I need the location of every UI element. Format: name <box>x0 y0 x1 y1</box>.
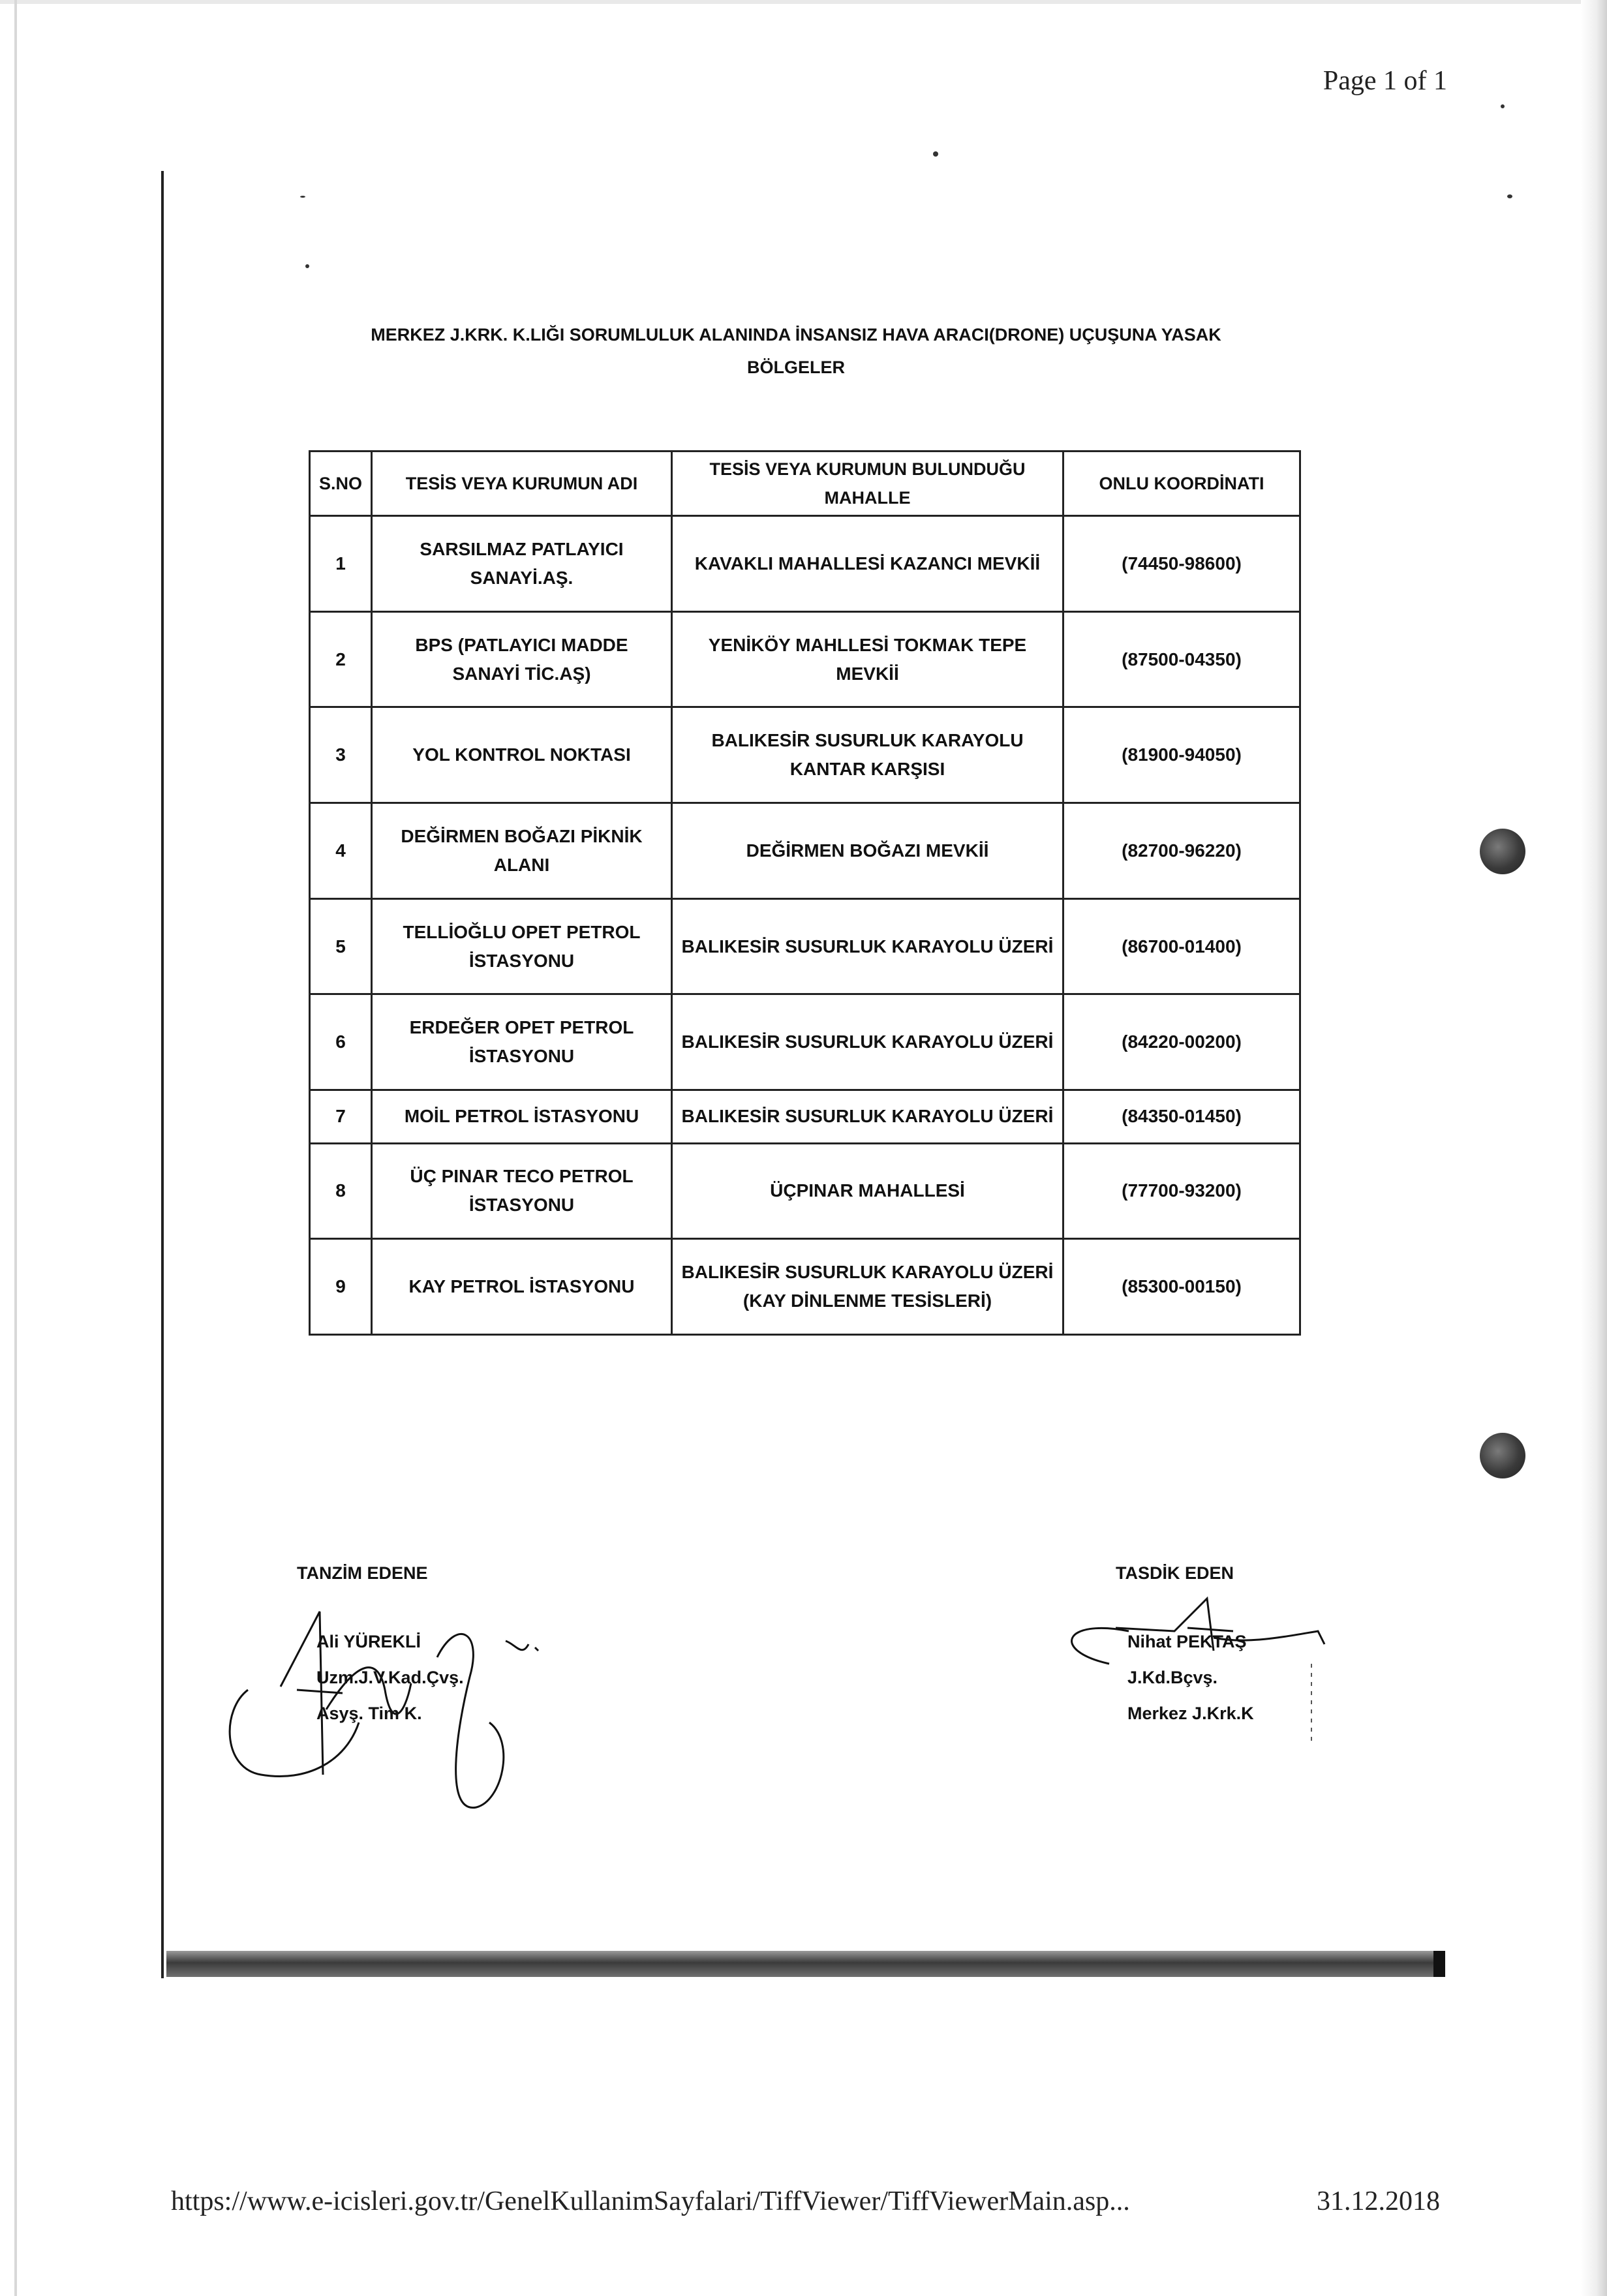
row-name: YOL KONTROL NOKTASI <box>372 707 672 803</box>
row-name: BPS (PATLAYICI MADDE SANAYİ TİC.AŞ) <box>372 611 672 707</box>
row-coordinate: (86700-01400) <box>1064 898 1300 994</box>
signature-left-name: Ali YÜREKLİ <box>316 1632 421 1651</box>
table-row <box>310 707 1300 803</box>
row-coordinate: (87500-04350) <box>1064 611 1300 707</box>
signature-left-title: TANZİM EDENE <box>297 1563 428 1583</box>
row-no: 4 <box>310 803 372 899</box>
table-header-row <box>310 452 1300 516</box>
scan-speck <box>1501 104 1505 108</box>
scan-bottom-bar <box>166 1951 1445 1977</box>
punch-hole <box>1480 829 1525 874</box>
signature-left-rank: Uzm.J.V.Kad.Çvş. <box>316 1668 464 1687</box>
scan-edge-left <box>14 0 17 2296</box>
row-no: 1 <box>310 516 372 612</box>
punch-hole <box>1480 1433 1525 1478</box>
row-no: 2 <box>310 611 372 707</box>
scan-speck <box>305 264 309 268</box>
table-row <box>310 516 1300 612</box>
row-name: SARSILMAZ PATLAYICI SANAYİ.AŞ. <box>372 516 672 612</box>
restricted-zones-table <box>309 450 1301 1336</box>
row-coordinate: (74450-98600) <box>1064 516 1300 612</box>
scan-speck <box>933 151 938 157</box>
row-name: KAY PETROL İSTASYONU <box>372 1239 672 1335</box>
row-coordinate: (85300-00150) <box>1064 1239 1300 1335</box>
table-row <box>310 611 1300 707</box>
row-coordinate: (77700-93200) <box>1064 1143 1300 1239</box>
page-label: Page 1 of 1 <box>1323 66 1447 96</box>
row-coordinate: (81900-94050) <box>1064 707 1300 803</box>
signature-scribble-right <box>1037 1592 1344 1742</box>
row-no: 9 <box>310 1239 372 1335</box>
table-row <box>310 1239 1300 1335</box>
row-location: BALIKESİR SUSURLUK KARAYOLU ÜZERİ <box>672 994 1064 1090</box>
table-row <box>310 898 1300 994</box>
scan-speck <box>1507 194 1512 198</box>
row-no: 7 <box>310 1090 372 1143</box>
row-name: ÜÇ PINAR TECO PETROL İSTASYONU <box>372 1143 672 1239</box>
header-coordinate: ONLU KOORDİNATI <box>1064 452 1300 516</box>
row-no: 6 <box>310 994 372 1090</box>
row-location: BALIKESİR SUSURLUK KARAYOLU ÜZERİ <box>672 898 1064 994</box>
table-row <box>310 803 1300 899</box>
page-border-left <box>161 171 164 1978</box>
scan-speck <box>300 196 305 198</box>
signature-right-unit: Merkez J.Krk.K <box>1127 1704 1254 1723</box>
signature-scribble-left <box>209 1579 574 1840</box>
footer-url: https://www.e-icisleri.gov.tr/GenelKullanimSayfalari/TiffViewer/TiffViewerMain.asp... <box>171 2186 1130 2216</box>
document-title-line2: BÖLGELER <box>746 358 845 377</box>
signature-right-rank: J.Kd.Bçvş. <box>1127 1668 1218 1687</box>
row-location: BALIKESİR SUSURLUK KARAYOLU ÜZERİ (KAY DİNLENME TESİSLERİ) <box>672 1239 1064 1335</box>
document-title-line1: MERKEZ J.KRK. K.LIĞI SORUMLULUK ALANINDA İNSANSIZ HAVA ARACI(DRONE) UÇUŞUNA YASAK <box>371 325 1221 344</box>
row-location: BALIKESİR SUSURLUK KARAYOLU ÜZERİ <box>672 1090 1064 1143</box>
scan-edge-right <box>1581 0 1607 2296</box>
signature-right-title: TASDİK EDEN <box>1116 1563 1234 1583</box>
footer-date: 31.12.2018 <box>1317 2186 1440 2216</box>
row-location: KAVAKLI MAHALLESİ KAZANCI MEVKİİ <box>672 516 1064 612</box>
row-location: YENİKÖY MAHLLESİ TOKMAK TEPE MEVKİİ <box>672 611 1064 707</box>
scan-edge-top <box>0 0 1607 4</box>
row-coordinate: (84350-01450) <box>1064 1090 1300 1143</box>
header-no: S.NO <box>310 452 372 516</box>
row-name: TELLİOĞLU OPET PETROL İSTASYONU <box>372 898 672 994</box>
table-row <box>310 1090 1300 1143</box>
signature-right-name: Nihat PEKTAŞ <box>1127 1632 1247 1651</box>
row-no: 3 <box>310 707 372 803</box>
table-row <box>310 994 1300 1090</box>
header-location: TESİS VEYA KURUMUN BULUNDUĞU MAHALLE <box>672 452 1064 516</box>
document-title <box>313 318 1279 384</box>
signature-left-unit: Asyş. Tim K. <box>316 1704 422 1723</box>
row-name: MOİL PETROL İSTASYONU <box>372 1090 672 1143</box>
row-name: ERDEĞER OPET PETROL İSTASYONU <box>372 994 672 1090</box>
row-location: ÜÇPINAR MAHALLESİ <box>672 1143 1064 1239</box>
row-no: 5 <box>310 898 372 994</box>
row-coordinate: (82700-96220) <box>1064 803 1300 899</box>
row-no: 8 <box>310 1143 372 1239</box>
row-location: DEĞİRMEN BOĞAZI MEVKİİ <box>672 803 1064 899</box>
row-coordinate: (84220-00200) <box>1064 994 1300 1090</box>
row-name: DEĞİRMEN BOĞAZI PİKNİK ALANI <box>372 803 672 899</box>
row-location: BALIKESİR SUSURLUK KARAYOLU KANTAR KARŞISI <box>672 707 1064 803</box>
table-row <box>310 1143 1300 1239</box>
header-name: TESİS VEYA KURUMUN ADI <box>372 452 672 516</box>
